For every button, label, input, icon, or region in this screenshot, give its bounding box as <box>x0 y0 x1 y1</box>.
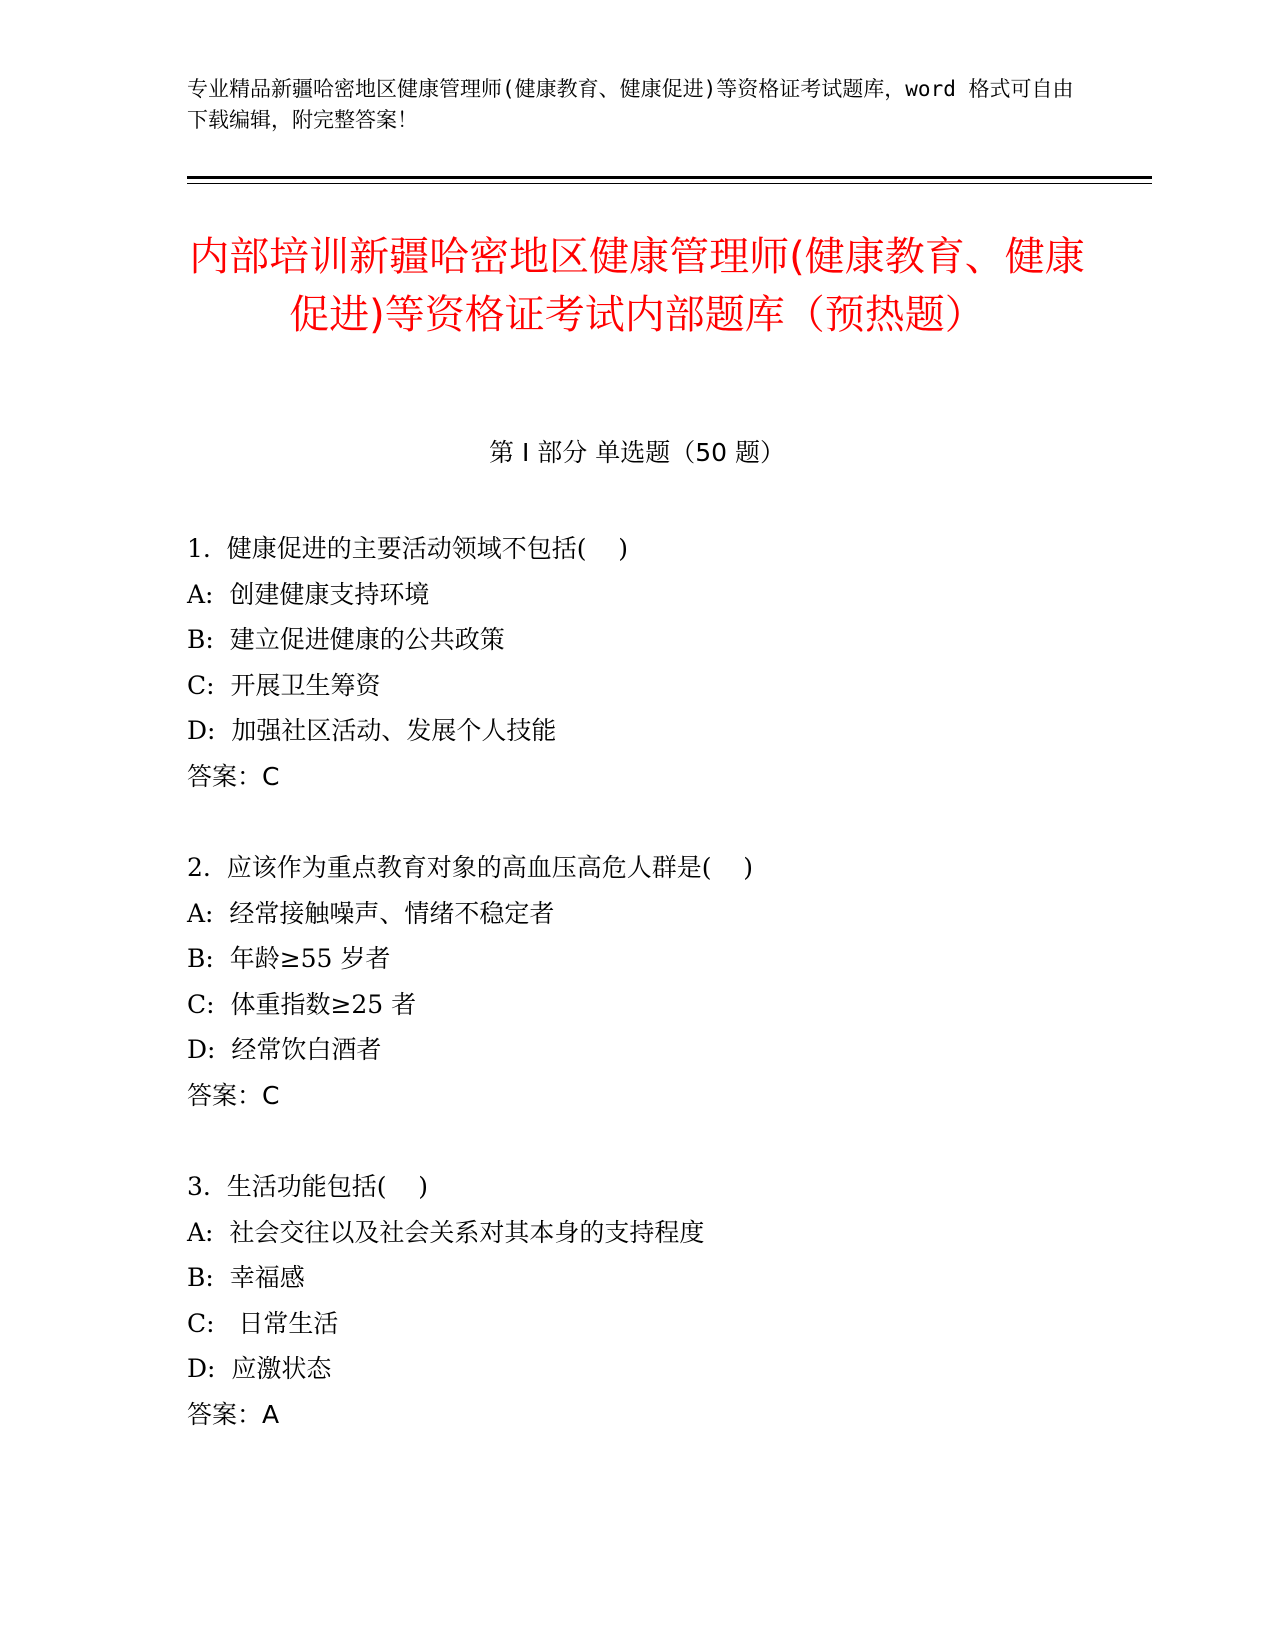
question-3 <box>187 1164 1087 1437</box>
option-a: A: 创建健康支持环境 <box>187 579 430 609</box>
option-b: B: 年龄≥55 岁者 <box>187 944 391 973</box>
option-b: B: 建立促进健康的公共政策 <box>187 625 505 654</box>
option-a: A: 经常接触噪声、情绪不稳定者 <box>187 898 555 928</box>
question-stem: 2. 应该作为重点教育对象的高血压高危人群是( ) <box>187 853 754 882</box>
option-c: C: 日常生活 <box>187 1308 339 1338</box>
document-title: 内部培训新疆哈密地区健康管理师(健康教育、健康促进)等资格证考试内部题库（预热题） <box>189 234 1085 338</box>
question-list <box>187 526 1087 1483</box>
option-d: D: 经常饮白酒者 <box>187 1035 382 1064</box>
header-note: 专业精品新疆哈密地区健康管理师(健康教育、健康促进)等资格证考试题库，word 格式可自由下载编辑，附完整答案！ <box>187 77 1074 132</box>
question-stem: 1. 健康促进的主要活动领域不包括( ) <box>187 534 629 563</box>
header-divider-thin <box>187 183 1152 184</box>
option-c: C: 开展卫生筹资 <box>187 670 381 700</box>
option-c: C: 体重指数≥25 者 <box>187 989 417 1019</box>
header-divider-thick <box>187 176 1152 179</box>
question-2 <box>187 845 1087 1118</box>
answer-line: 答案：C <box>187 1080 280 1110</box>
option-d: D: 加强社区活动、发展个人技能 <box>187 716 557 745</box>
question-1 <box>187 526 1087 799</box>
answer-line: 答案：C <box>187 761 280 791</box>
option-d: D: 应激状态 <box>187 1354 332 1383</box>
option-b: B: 幸福感 <box>187 1263 305 1292</box>
question-stem: 3. 生活功能包括( ) <box>187 1172 429 1201</box>
option-a: A: 社会交往以及社会关系对其本身的支持程度 <box>187 1217 705 1247</box>
answer-line: 答案：A <box>187 1399 280 1429</box>
section-title: 第 I 部分 单选题（50 题） <box>489 438 785 467</box>
